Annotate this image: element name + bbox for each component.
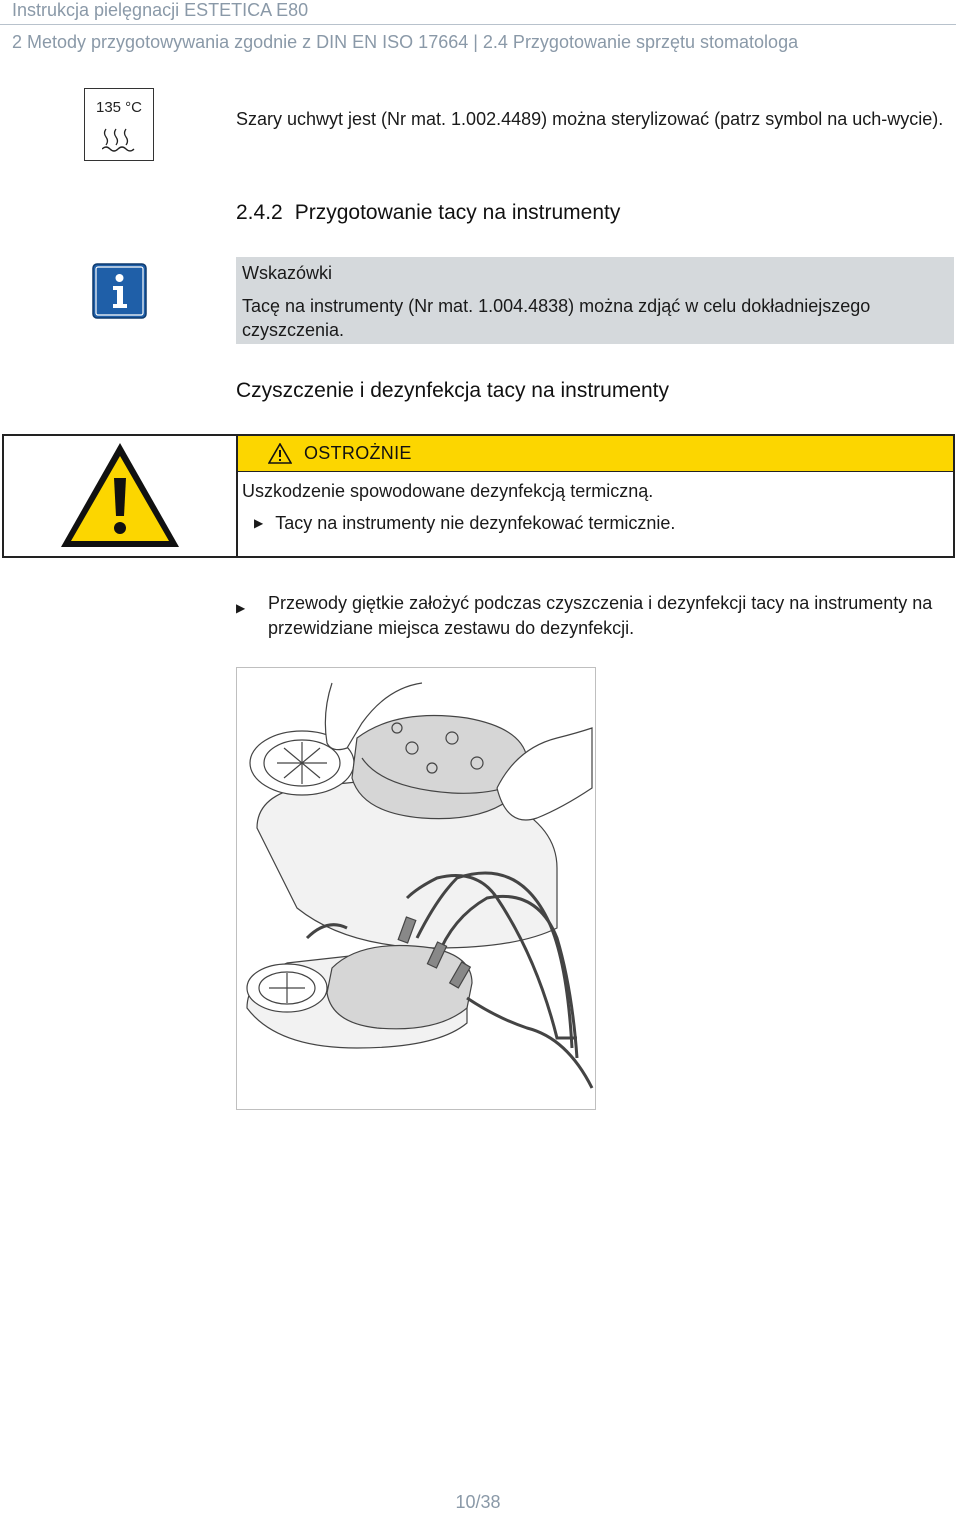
page-number: 10/38 [455, 1492, 501, 1512]
breadcrumb: 2 Metody przygotowywania zgodnie z DIN EN ISO 17664 | 2.4 Przygotowanie sprzętu stomatologa [12, 32, 799, 52]
bullet-arrow-icon: ▶ [254, 516, 264, 530]
instrument-tray-illustration [236, 667, 596, 1110]
info-icon [92, 263, 147, 319]
section-number: 2.4.2 [236, 201, 283, 224]
warning-action [254, 513, 675, 534]
section-heading [236, 201, 620, 225]
sterilization-steam-icon [102, 127, 138, 153]
warning-triangle-icon [58, 440, 182, 550]
warning-header [238, 436, 953, 472]
bullet-arrow-icon: ▶ [236, 601, 246, 615]
header-divider [0, 24, 956, 25]
section-title: Przygotowanie tacy na instrumenty [294, 201, 621, 224]
warning-small-icon [268, 443, 292, 464]
warning-label: OSTROŻNIE [304, 443, 412, 463]
temperature-label: 135 °C [95, 99, 143, 116]
sterilization-symbol [84, 88, 154, 161]
note-title: Wskazówki [242, 263, 333, 283]
note-box [236, 257, 954, 344]
warning-action-text: Tacy na instrumenty nie dezynfekować termicznie. [275, 513, 676, 533]
warning-hazard: Uszkodzenie spowodowane dezynfekcją termiczną. [242, 481, 654, 501]
handle-sterilization-paragraph: Szary uchwyt jest (Nr mat. 1.002.4489) można sterylizować (patrz symbol na uch-wycie). [236, 109, 944, 129]
document-title: Instrukcja pielęgnacji ESTETICA E80 [12, 0, 309, 20]
instruction-step-text: Przewody giętkie założyć podczas czyszczenia i dezynfekcji tacy na instrumenty na przewidziane miejsca zestawu do dezynfekcji. [268, 593, 933, 638]
tray-drawing [237, 668, 594, 1108]
note-text: Tacę na instrumenty (Nr mat. 1.004.4838) można zdjąć w celu dokładniejszego czyszczenia. [242, 296, 871, 340]
subheading: Czyszczenie i dezynfekcja tacy na instrumenty [236, 379, 670, 402]
